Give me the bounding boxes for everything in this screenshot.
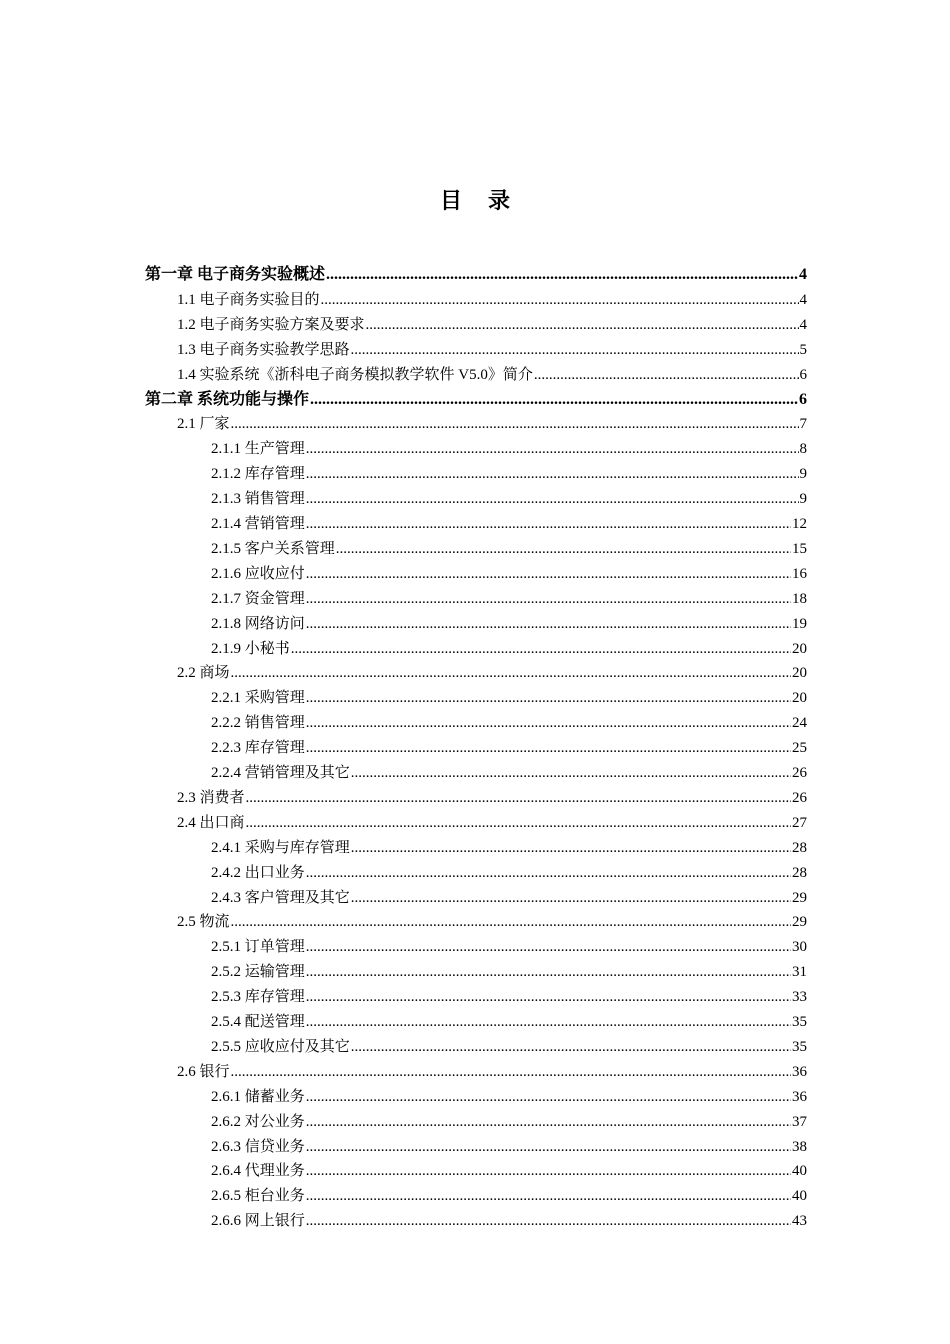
toc-dot-leader <box>306 1184 791 1208</box>
toc-entry-label: 2.2 商场 <box>177 665 230 682</box>
toc-page-number: 37 <box>792 1113 807 1130</box>
toc-page-number: 4 <box>799 266 807 283</box>
toc-dot-leader <box>306 1010 791 1034</box>
toc-entry-label: 2.4.2 出口业务 <box>211 864 305 881</box>
toc-subsection-entry[interactable] <box>211 562 807 586</box>
toc-page-number: 18 <box>792 590 807 607</box>
toc-page-number: 5 <box>799 341 807 358</box>
toc-dot-leader <box>306 1110 791 1134</box>
toc-subsection-entry[interactable] <box>211 761 807 785</box>
toc-page-number: 35 <box>792 1014 807 1030</box>
toc-section-entry[interactable] <box>177 661 807 685</box>
toc-page-number: 8 <box>799 441 807 458</box>
toc-entry-label: 2.2.1 采购管理 <box>211 690 305 707</box>
toc-entry-label: 1.3 电子商务实验教学思路 <box>177 341 350 358</box>
toc-entry-label: 第二章 系统功能与操作 <box>145 390 310 408</box>
toc-section-entry[interactable] <box>177 811 807 835</box>
toc-subsection-entry[interactable] <box>211 1035 807 1059</box>
toc-entry-label: 2.1.8 网络访问 <box>211 615 305 632</box>
toc-page-number: 43 <box>792 1213 807 1230</box>
toc-entry-label: 2.6 银行 <box>177 1063 230 1080</box>
toc-section-entry[interactable] <box>177 412 807 436</box>
toc-entry-label: 2.2.3 库存管理 <box>211 740 305 757</box>
toc-page-number: 29 <box>792 914 807 931</box>
toc-entry-label: 2.2.4 营销管理及其它 <box>211 765 350 781</box>
toc-dot-leader <box>306 686 791 710</box>
toc-subsection-entry[interactable] <box>211 836 807 860</box>
toc-subsection-entry[interactable] <box>211 437 807 461</box>
toc-entry-label: 2.6.2 对公业务 <box>211 1113 305 1130</box>
toc-subsection-entry[interactable] <box>211 1110 807 1134</box>
toc-page-number: 33 <box>792 989 807 1006</box>
toc-subsection-entry[interactable] <box>211 1184 807 1208</box>
toc-entry-label: 2.6.5 柜台业务 <box>211 1188 305 1205</box>
toc-dot-leader <box>306 935 791 959</box>
toc-page-number: 29 <box>792 889 807 906</box>
toc-subsection-entry[interactable] <box>211 960 807 984</box>
toc-entry-label: 2.1.2 库存管理 <box>211 466 305 483</box>
toc-entry-label: 2.5.3 库存管理 <box>211 989 305 1006</box>
toc-dot-leader <box>306 512 791 536</box>
toc-page-number: 40 <box>792 1163 807 1180</box>
toc-dot-leader <box>534 363 799 387</box>
toc-page-number: 40 <box>792 1188 807 1205</box>
toc-page-number: 6 <box>799 390 807 408</box>
toc-page-number: 7 <box>799 416 807 433</box>
toc-subsection-entry[interactable] <box>211 587 807 611</box>
toc-subsection-entry[interactable] <box>211 1209 807 1233</box>
toc-page-number: 4 <box>799 316 807 333</box>
toc-subsection-entry[interactable] <box>211 1159 807 1183</box>
toc-dot-leader <box>306 612 791 636</box>
toc-dot-leader <box>231 661 791 685</box>
toc-dot-leader <box>306 487 799 511</box>
toc-dot-leader <box>351 886 791 910</box>
toc-entry-label: 2.1.5 客户关系管理 <box>211 540 335 557</box>
toc-dot-leader <box>321 288 799 312</box>
toc-dot-leader <box>246 811 791 835</box>
page-title <box>0 184 950 215</box>
title-char-1: 目 <box>439 188 462 213</box>
toc-dot-leader <box>306 861 791 885</box>
toc-entry-label: 2.1.4 营销管理 <box>211 516 305 532</box>
toc-entry-label: 2.5.1 订单管理 <box>211 939 305 956</box>
toc-page-number: 28 <box>792 839 807 856</box>
toc-entry-label: 第一章 电子商务实验概述 <box>145 266 326 283</box>
toc-subsection-entry[interactable] <box>211 1010 807 1034</box>
toc-dot-leader <box>351 836 791 860</box>
toc-entry-label: 1.4 实验系统《浙科电子商务模拟教学软件 V5.0》简介 <box>177 366 533 383</box>
toc-subsection-entry[interactable] <box>211 886 807 910</box>
toc-entry-label: 2.1.6 应收应付 <box>211 565 305 582</box>
toc-dot-leader <box>306 985 791 1009</box>
toc-dot-leader <box>231 412 799 436</box>
toc-page-number: 36 <box>792 1088 807 1105</box>
toc-entry-label: 2.5.2 运输管理 <box>211 964 305 981</box>
toc-dot-leader <box>306 587 791 611</box>
toc-page-number: 20 <box>792 665 807 682</box>
toc-subsection-entry[interactable] <box>211 736 807 760</box>
toc-entry-label: 2.1.7 资金管理 <box>211 590 305 607</box>
toc-page-number: 28 <box>792 864 807 881</box>
title-char-2: 录 <box>488 188 511 213</box>
toc-entry-label: 2.6.6 网上银行 <box>211 1213 305 1230</box>
toc-page-number: 38 <box>792 1138 807 1155</box>
toc-section-entry[interactable] <box>177 363 807 387</box>
toc-chapter-entry[interactable] <box>145 388 807 412</box>
toc-dot-leader <box>306 960 791 984</box>
toc-entry-label: 2.5.5 应收应付及其它 <box>211 1038 350 1055</box>
toc-dot-leader <box>246 786 791 810</box>
toc-dot-leader <box>366 313 799 337</box>
toc-subsection-entry[interactable] <box>211 637 807 661</box>
toc-dot-leader <box>306 562 791 586</box>
toc-subsection-entry[interactable] <box>211 985 807 1009</box>
toc-entry-label: 2.1.3 销售管理 <box>211 491 305 508</box>
toc-page-number: 24 <box>792 715 807 732</box>
toc-page-number: 6 <box>799 366 807 383</box>
toc-page-number: 12 <box>792 516 807 532</box>
toc-section-entry[interactable] <box>177 338 807 362</box>
toc-page-number: 4 <box>799 291 807 308</box>
toc-page-number: 35 <box>792 1038 807 1055</box>
toc-page-number: 36 <box>792 1063 807 1080</box>
toc-entry-label: 2.2.2 销售管理 <box>211 715 305 732</box>
toc-dot-leader <box>306 437 799 461</box>
toc-section-entry[interactable] <box>177 1060 807 1084</box>
toc-dot-leader <box>306 1135 791 1159</box>
toc-dot-leader <box>306 1085 791 1109</box>
toc-entry-label: 2.3 消费者 <box>177 789 245 806</box>
toc-dot-leader <box>231 1060 791 1084</box>
toc-dot-leader <box>351 338 799 362</box>
toc-subsection-entry[interactable] <box>211 537 807 561</box>
toc-dot-leader <box>306 1159 791 1183</box>
toc-entry-label: 2.1.9 小秘书 <box>211 640 290 657</box>
toc-subsection-entry[interactable] <box>211 861 807 885</box>
toc-dot-leader <box>310 388 798 412</box>
toc-dot-leader <box>326 263 798 287</box>
toc-subsection-entry[interactable] <box>211 1135 807 1159</box>
toc-entry-label: 2.1 厂家 <box>177 416 230 433</box>
toc-entry-label: 2.5 物流 <box>177 914 230 931</box>
toc-section-entry[interactable] <box>177 910 807 934</box>
toc-page-number: 15 <box>792 540 807 557</box>
toc-dot-leader <box>306 1209 791 1233</box>
toc-page-number: 26 <box>792 789 807 806</box>
toc-entry-label: 1.2 电子商务实验方案及要求 <box>177 316 365 333</box>
toc-page-number: 19 <box>792 615 807 632</box>
toc-entry-label: 2.5.4 配送管理 <box>211 1014 305 1030</box>
toc-page-number: 31 <box>792 964 807 981</box>
toc-subsection-entry[interactable] <box>211 512 807 536</box>
toc-dot-leader <box>336 537 791 561</box>
toc-section-entry[interactable] <box>177 288 807 312</box>
toc-chapter-entry[interactable] <box>145 263 807 287</box>
toc-page-number: 27 <box>792 814 807 831</box>
toc-section-entry[interactable] <box>177 786 807 810</box>
toc-dot-leader <box>351 1035 791 1059</box>
toc-subsection-entry[interactable] <box>211 612 807 636</box>
toc-entry-label: 2.4.3 客户管理及其它 <box>211 889 350 906</box>
toc-dot-leader <box>231 910 791 934</box>
toc-entry-label: 2.6.4 代理业务 <box>211 1163 305 1180</box>
toc-dot-leader <box>306 462 799 486</box>
toc-subsection-entry[interactable] <box>211 487 807 511</box>
toc-dot-leader <box>306 711 791 735</box>
toc-entry-label: 2.1.1 生产管理 <box>211 441 305 458</box>
toc-subsection-entry[interactable] <box>211 1085 807 1109</box>
toc-subsection-entry[interactable] <box>211 462 807 486</box>
toc-entry-label: 2.6.3 信贷业务 <box>211 1138 305 1155</box>
toc-page-number: 9 <box>799 491 807 508</box>
toc-page-number: 25 <box>792 740 807 757</box>
toc-subsection-entry[interactable] <box>211 935 807 959</box>
toc-page-number: 16 <box>792 565 807 582</box>
toc-page-number: 9 <box>799 466 807 483</box>
toc-page-number: 26 <box>792 765 807 781</box>
toc-page-number: 20 <box>792 690 807 707</box>
toc-page-number: 20 <box>792 640 807 657</box>
toc-page-number: 30 <box>792 939 807 956</box>
toc-dot-leader <box>351 761 791 785</box>
toc-entry-label: 2.4 出口商 <box>177 814 245 831</box>
toc-subsection-entry[interactable] <box>211 711 807 735</box>
toc-section-entry[interactable] <box>177 313 807 337</box>
toc-entry-label: 2.4.1 采购与库存管理 <box>211 839 350 856</box>
toc-subsection-entry[interactable] <box>211 686 807 710</box>
toc-entry-label: 1.1 电子商务实验目的 <box>177 291 320 308</box>
toc-dot-leader <box>306 736 791 760</box>
toc-entry-label: 2.6.1 储蓄业务 <box>211 1088 305 1105</box>
toc-dot-leader <box>291 637 791 661</box>
